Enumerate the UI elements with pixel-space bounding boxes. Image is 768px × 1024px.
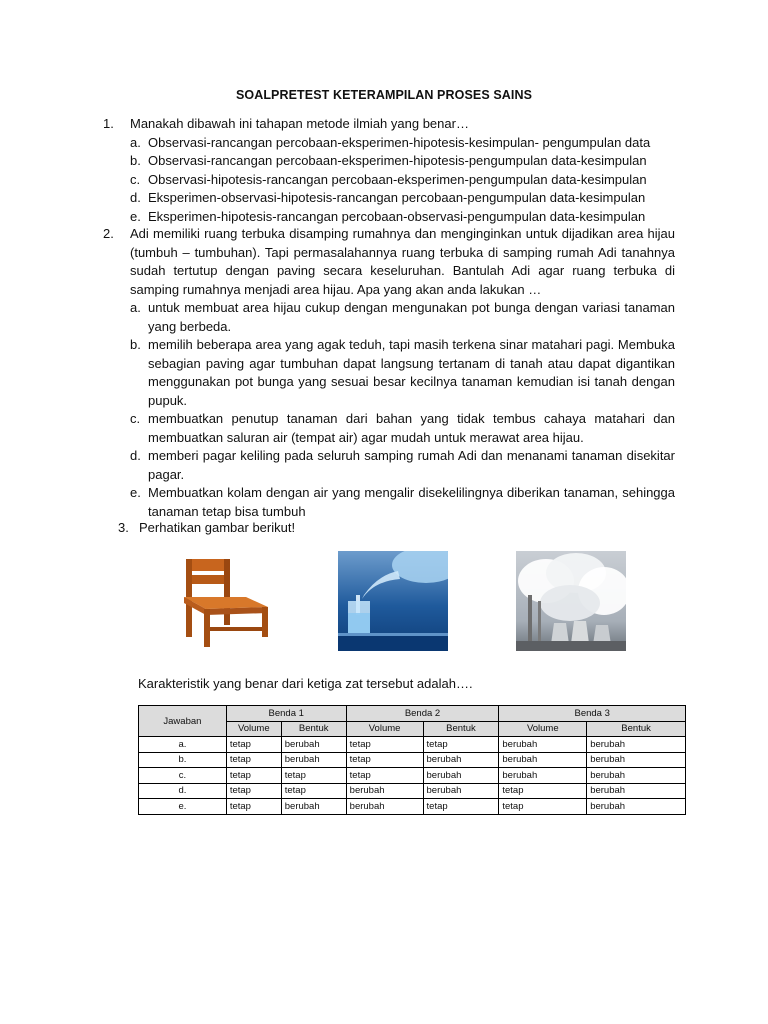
- row-label: b.: [139, 752, 227, 768]
- option-list: [130, 134, 675, 227]
- option-text: Observasi-rancangan percobaan-eksperimen-hipotesis-kesimpulan- pengumpulan data: [148, 134, 651, 150]
- table-row: [139, 752, 686, 768]
- table-cell: berubah: [281, 799, 346, 815]
- option-letter: d.: [130, 448, 141, 463]
- table-cell: tetap: [226, 752, 281, 768]
- table-cell: tetap: [423, 737, 499, 753]
- question-3-prompt: Karakteristik yang benar dari ketiga zat tersebut adalah….: [138, 676, 473, 691]
- header-volume: Volume: [499, 721, 587, 737]
- table-cell: tetap: [346, 737, 423, 753]
- header-volume: Volume: [226, 721, 281, 737]
- table-cell: tetap: [226, 783, 281, 799]
- chair-image: [182, 551, 292, 651]
- table-cell: berubah: [346, 783, 423, 799]
- option-text: Observasi-hipotesis-rancangan percobaan-eksperimen-pengumpulan data-kesimpulan: [148, 171, 647, 187]
- question-number: 2.: [103, 226, 114, 241]
- table-cell: tetap: [499, 783, 587, 799]
- table-cell: tetap: [346, 752, 423, 768]
- table-cell: berubah: [587, 768, 686, 784]
- header-benda-2: Benda 2: [346, 706, 499, 722]
- option-a: [130, 134, 675, 153]
- option-list: [130, 299, 675, 521]
- header-benda-1: Benda 1: [226, 706, 346, 722]
- table-cell: tetap: [226, 737, 281, 753]
- table-cell: tetap: [281, 768, 346, 784]
- option-letter: c.: [130, 411, 141, 426]
- table-cell: berubah: [587, 783, 686, 799]
- header-bentuk: Bentuk: [281, 721, 346, 737]
- table-cell: tetap: [499, 799, 587, 815]
- option-b: [130, 152, 675, 171]
- option-text: untuk membuat area hijau cukup dengan mengunakan pot bunga dengan variasi tanaman yang berbeda.: [148, 300, 675, 334]
- table-cell: tetap: [226, 768, 281, 784]
- page-title: SOALPRETEST KETERAMPILAN PROSES SAINS: [235, 88, 533, 102]
- option-a: [130, 299, 675, 336]
- option-c: [130, 171, 675, 190]
- header-bentuk: Bentuk: [587, 721, 686, 737]
- question-stem: Perhatikan gambar berikut!: [139, 520, 296, 535]
- table-cell: tetap: [281, 783, 346, 799]
- table-cell: tetap: [346, 768, 423, 784]
- option-letter: c.: [130, 171, 141, 187]
- option-text: Membuatkan kolam dengan air yang mengalir disekelilingnya diberikan tanaman, sehingga tanaman tetap bisa tumbuh: [148, 485, 675, 519]
- row-label: a.: [139, 737, 227, 753]
- header-volume: Volume: [346, 721, 423, 737]
- table-cell: berubah: [423, 783, 499, 799]
- option-e: [130, 484, 675, 521]
- option-text: Eksperimen-hipotesis-rancangan percobaan-observasi-pengumpulan data-kesimpulan: [148, 208, 646, 224]
- option-letter: b.: [130, 337, 141, 352]
- question-stem: Manakah dibawah ini tahapan metode ilmiah yang benar…: [130, 116, 469, 131]
- option-letter: d.: [130, 190, 141, 205]
- row-label: e.: [139, 799, 227, 815]
- option-d: [130, 447, 675, 484]
- table-cell: berubah: [423, 752, 499, 768]
- option-letter: a.: [130, 134, 141, 150]
- header-bentuk: Bentuk: [423, 721, 499, 737]
- table-cell: berubah: [587, 752, 686, 768]
- option-text: memberi pagar keliling pada seluruh samping rumah Adi dan menanami tanaman disekitar pagar.: [148, 448, 675, 482]
- table-row: [139, 799, 686, 815]
- water-pouring-image: [338, 551, 448, 651]
- row-label: c.: [139, 768, 227, 784]
- table-cell: tetap: [226, 799, 281, 815]
- table-row: [139, 737, 686, 753]
- option-letter: e.: [130, 208, 141, 224]
- table-cell: berubah: [281, 737, 346, 753]
- table-header-row: [139, 706, 686, 722]
- row-label: d.: [139, 783, 227, 799]
- table-cell: berubah: [499, 737, 587, 753]
- header-jawaban: Jawaban: [139, 706, 227, 737]
- question-number: 3.: [118, 520, 129, 535]
- option-text: memilih beberapa area yang agak teduh, tapi masih terkena sinar matahari pagi. Membuka sebagian paving agar tumbuhan dapat langsung tertanam di tanah atau dapat digantikan menggunakan pot bunga yang sesuai besar kecilnya tanaman kemudian isi tanah dengan pupuk.: [148, 337, 675, 408]
- question-2: [103, 225, 675, 521]
- table-cell: berubah: [499, 752, 587, 768]
- answer-table: [138, 705, 686, 815]
- table-cell: berubah: [499, 768, 587, 784]
- factory-smoke-image: [516, 551, 626, 651]
- table-cell: berubah: [346, 799, 423, 815]
- table-cell: berubah: [587, 737, 686, 753]
- table-cell: tetap: [423, 799, 499, 815]
- option-letter: a.: [130, 300, 141, 315]
- option-text: membuatkan penutup tanaman dari bahan yang tidak tembus cahaya matahari dan membuatkan saluran air (tempat air) agar mudah untuk merawat area hijau.: [148, 411, 675, 445]
- option-letter: e.: [130, 485, 141, 500]
- option-letter: b.: [130, 153, 141, 168]
- table-cell: berubah: [281, 752, 346, 768]
- table-row: [139, 768, 686, 784]
- option-c: [130, 410, 675, 447]
- option-e: [130, 208, 675, 227]
- question-stem: Adi memiliki ruang terbuka disamping rumahnya dan menginginkan untuk dijadikan area hijau (tumbuh – tumbuhan). Tapi permasalahannya ruang terbuka di samping rumah Adi tanahnya sudah tertutup dengan paving secara keseluruhan. Bantulah Adi agar ruang terbuka di samping rumahnya menjadi area hijau. Apa yang akan anda lakukan …: [130, 226, 675, 297]
- header-benda-3: Benda 3: [499, 706, 686, 722]
- table-cell: berubah: [587, 799, 686, 815]
- question-1: [103, 115, 675, 226]
- option-d: [130, 189, 675, 208]
- table-row: [139, 783, 686, 799]
- option-b: [130, 336, 675, 410]
- option-text: Observasi-rancangan percobaan-eksperimen-hipotesis-pengumpulan data-kesimpulan: [148, 153, 647, 168]
- question-3: [118, 520, 295, 535]
- question-number: 1.: [103, 116, 114, 131]
- option-text: Eksperimen-observasi-hipotesis-rancangan percobaan-pengumpulan data-kesimpulan: [148, 190, 646, 205]
- table-cell: berubah: [423, 768, 499, 784]
